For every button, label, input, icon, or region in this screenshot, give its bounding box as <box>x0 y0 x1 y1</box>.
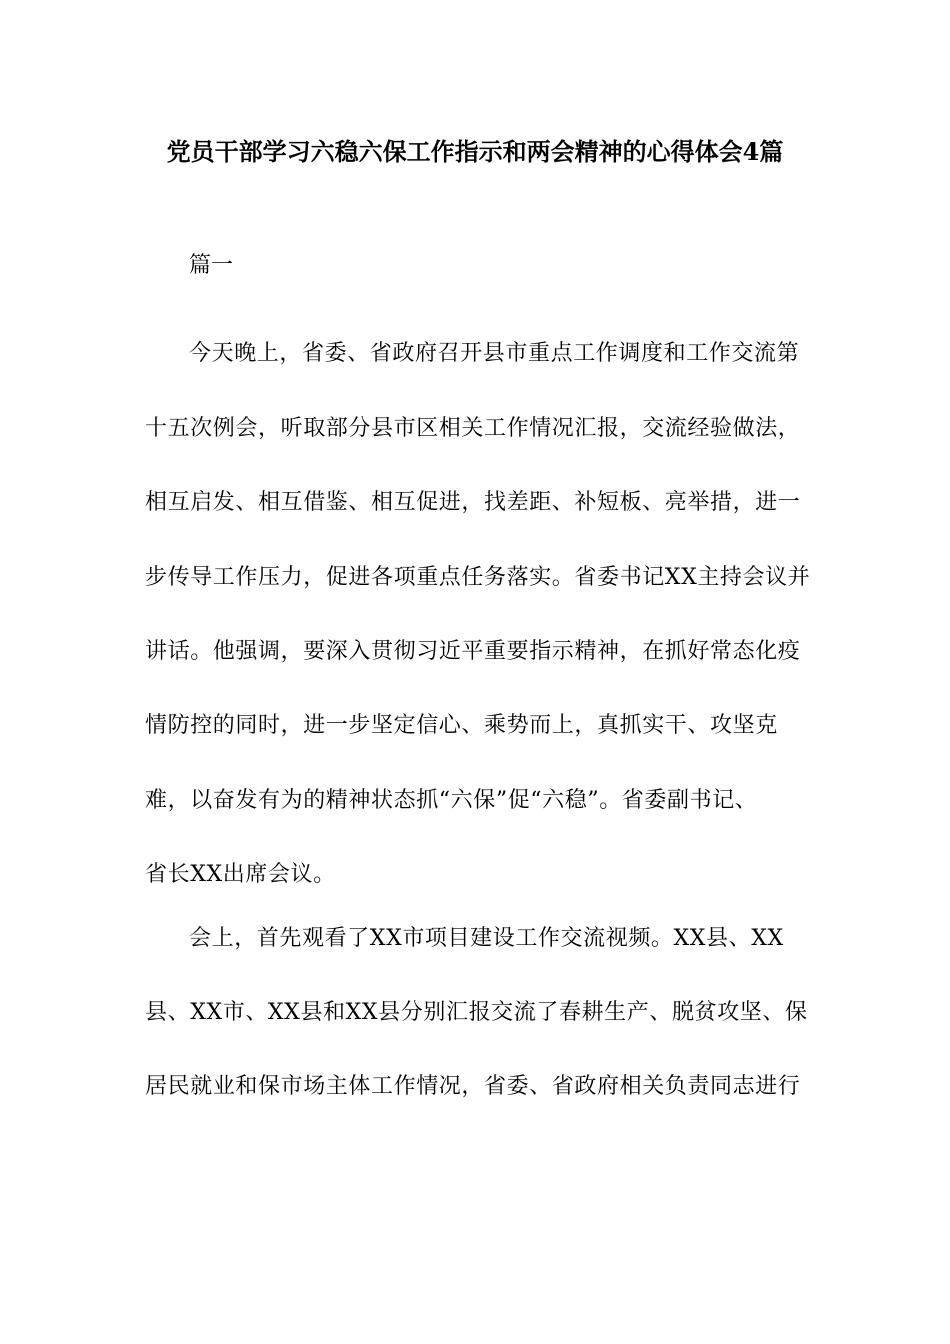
paragraph-line: 今天晚上，省委、省政府召开县市重点工作调度和工作交流第 <box>189 341 800 366</box>
paragraph-line: 讲话。他强调，要深入贯彻习近平重要指示精神，在抓好常态化疫 <box>145 639 801 664</box>
paragraph-line: 步传导工作压力，促进各项重点任务落实。省委书记XX主持会议并 <box>145 565 811 590</box>
paragraph-line: 情防控的同时，进一步坚定信心、乘势而上，真抓实干、攻坚克 <box>145 713 778 738</box>
paragraph-line: 十五次例会，听取部分县市区相关工作情况汇报，交流经验做法， <box>145 416 801 441</box>
paragraph-line: 难，以奋发有为的精神状态抓“六保”促“六稳”。省委副书记、 <box>145 788 758 813</box>
paragraph-line: 县、XX市、XX县和XX县分别汇报交流了春耕生产、脱贫攻坚、保 <box>145 1000 808 1025</box>
document-title: 党员干部学习六稳六保工作指示和两会精神的心得体会4篇 <box>166 137 784 166</box>
section-label: 篇一 <box>189 253 234 278</box>
paragraph-line: 相互启发、相互借鉴、相互促进，找差距、补短板、亮举措，进一 <box>145 490 801 515</box>
paragraph-line: 居民就业和保市场主体工作情况，省委、省政府相关负责同志进行 <box>145 1074 801 1099</box>
paragraph-line: 会上，首先观看了XX市项目建设工作交流视频。XX县、XX <box>189 926 784 951</box>
paragraph-line: 省长XX出席会议。 <box>145 862 336 887</box>
